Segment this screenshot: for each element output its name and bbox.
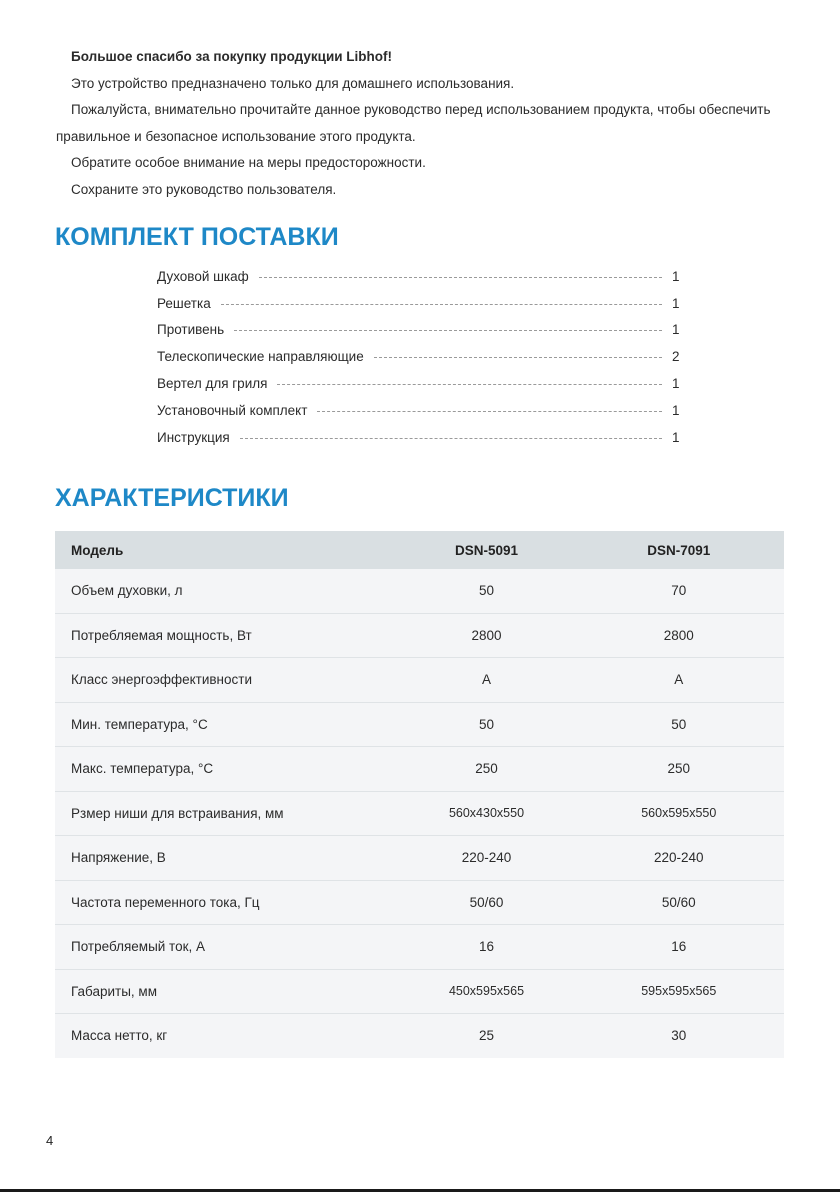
kit-item-qty: 2 (672, 349, 680, 365)
kit-item (157, 290, 682, 317)
param-value: 220-240 (574, 836, 784, 881)
param-value: 450x595x565 (399, 969, 573, 1014)
param-value: 16 (574, 925, 784, 970)
table-row (55, 836, 784, 881)
param-value: 250 (399, 747, 573, 792)
dotted-leader (240, 438, 662, 439)
param-value: 220-240 (399, 836, 573, 881)
table-row (55, 791, 784, 836)
intro-read-manual: Пожалуйста, внимательно прочитайте данное руководство перед использованием продукта, чтобы обеспечить правильное и безопасное использование этого продукта. (56, 102, 771, 144)
dotted-leader (221, 304, 662, 305)
kit-item-name: Решетка (157, 295, 211, 311)
table-row (55, 969, 784, 1014)
kit-item-name: Вертел для гриля (157, 376, 268, 392)
param-name: Объем духовки, л (71, 583, 183, 599)
param-name: Габариты, мм (55, 969, 399, 1014)
header-dsn-7091: DSN-7091 (574, 531, 784, 569)
table-row (55, 880, 784, 925)
param-value: A (399, 658, 573, 703)
param-value: 595x595x565 (574, 969, 784, 1014)
dotted-leader (234, 330, 662, 331)
param-value: 16 (399, 925, 573, 970)
specs-section-title: ХАРАКТЕРИСТИКИ (55, 484, 289, 512)
kit-item-name: Инструкция (157, 429, 230, 445)
kit-item (157, 263, 682, 290)
kit-item-qty: 1 (672, 322, 680, 338)
intro-text (56, 44, 786, 203)
kit-item (157, 370, 682, 397)
table-row (55, 925, 784, 970)
intro-keep-manual: Сохраните это руководство пользователя. (71, 181, 337, 197)
page-number: 4 (46, 1133, 54, 1148)
param-name: Частота переменного тока, Гц (55, 880, 399, 925)
kit-item-name: Духовой шкаф (157, 268, 249, 284)
param-value: 2800 (574, 613, 784, 658)
param-name: Потребляемый ток, А (55, 925, 399, 970)
specs-table (55, 531, 784, 1058)
intro-thanks: Большое спасибо за покупку продукции Libhof! (71, 49, 393, 64)
header-dsn-5091: DSN-5091 (399, 531, 573, 569)
param-value: 50 (574, 702, 784, 747)
table-row (55, 747, 784, 792)
dotted-leader (317, 411, 662, 412)
param-value: 50 (478, 583, 494, 599)
kit-list (157, 263, 682, 451)
dotted-leader (374, 357, 662, 358)
kit-item-name: Противень (157, 322, 225, 338)
param-value: A (574, 658, 784, 703)
param-name: Масса нетто, кг (55, 1014, 399, 1058)
param-name: Класс энергоэффективности (55, 658, 399, 703)
dotted-leader (277, 384, 662, 385)
header-model: Модель (55, 531, 399, 569)
param-name: Потребляемая мощность, Вт (55, 613, 399, 658)
param-value: 70 (671, 583, 687, 599)
param-name: Рзмер ниши для встраивания, мм (55, 791, 399, 836)
kit-section-title: КОМПЛЕКТ ПОСТАВКИ (55, 223, 339, 251)
kit-item (157, 424, 682, 451)
param-value: 25 (399, 1014, 573, 1058)
kit-item (157, 343, 682, 370)
param-value: 2800 (399, 613, 573, 658)
kit-item-qty: 1 (672, 268, 680, 284)
table-row (55, 658, 784, 703)
table-row (55, 613, 784, 658)
param-value: 50 (399, 702, 573, 747)
param-value: 560x430x550 (399, 791, 573, 836)
intro-home-use: Это устройство предназначено только для домашнего использования. (71, 75, 515, 91)
dotted-leader (259, 277, 662, 278)
param-name: Напряжение, В (55, 836, 399, 881)
param-value: 560x595x550 (574, 791, 784, 836)
kit-item-qty: 1 (672, 376, 680, 392)
table-header-row (55, 531, 784, 569)
kit-item-name: Установочный комплект (157, 402, 308, 418)
param-value: 50/60 (574, 880, 784, 925)
table-row (55, 702, 784, 747)
param-value: 30 (574, 1014, 784, 1058)
kit-item-name: Телескопические направляющие (157, 349, 364, 365)
param-value: 250 (574, 747, 784, 792)
param-name: Мин. температура, °C (55, 702, 399, 747)
table-row (55, 569, 784, 613)
kit-item-qty: 1 (672, 429, 680, 445)
kit-item-qty: 1 (672, 402, 680, 418)
param-value: 50/60 (399, 880, 573, 925)
param-name: Макс. температура, °C (55, 747, 399, 792)
kit-item-qty: 1 (672, 295, 680, 311)
intro-precautions: Обратите особое внимание на меры предосторожности. (71, 155, 426, 170)
table-row (55, 1014, 784, 1058)
kit-item (157, 397, 682, 424)
kit-item (157, 317, 682, 344)
